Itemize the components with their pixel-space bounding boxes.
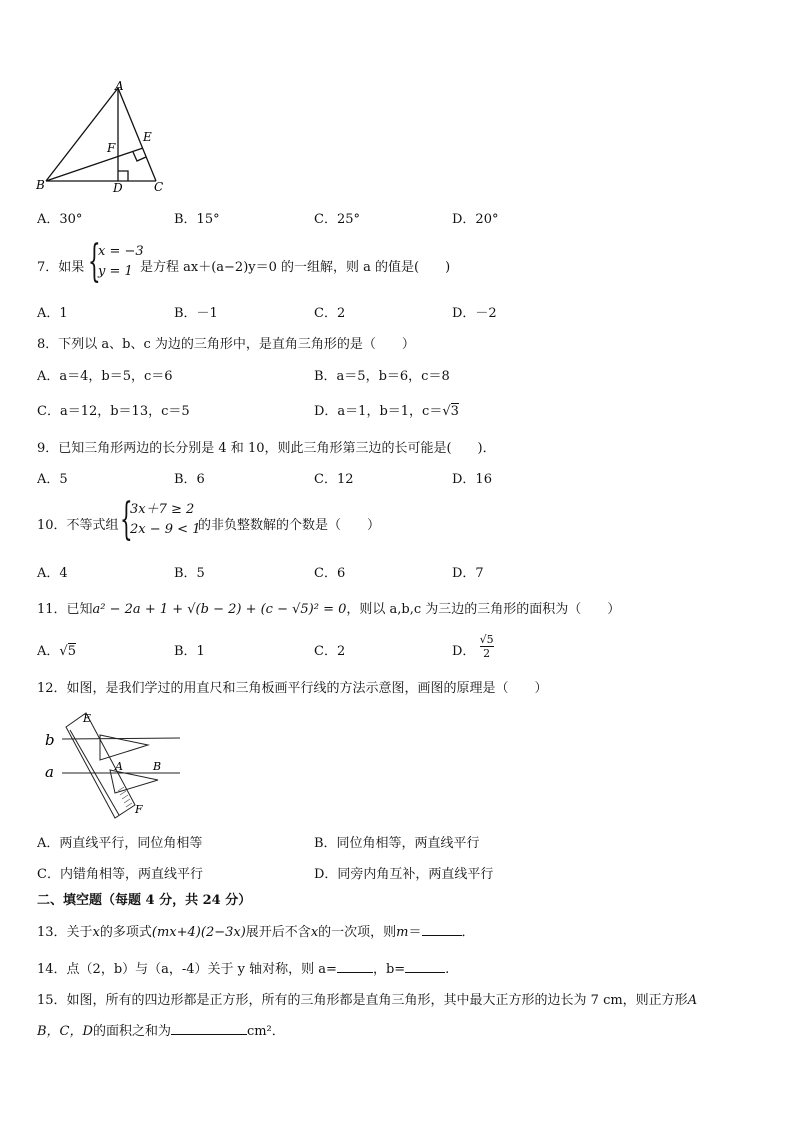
q10-option-b[interactable]: B．5 bbox=[174, 566, 205, 581]
q15-line2 bbox=[37, 1020, 285, 1039]
q6-option-a[interactable]: A．30° bbox=[37, 212, 83, 227]
q12-stem: 12．如图，是我们学过的用直尺和三角板画平行线的方法示意图，画图的原理是（ ） bbox=[37, 681, 548, 696]
q12-option-d[interactable]: D．同旁内角互补，两直线平行 bbox=[314, 867, 494, 882]
q7-brace: { bbox=[88, 236, 101, 287]
q15-vars-bcd: B，C，D bbox=[37, 1024, 93, 1039]
q13-mid3: 的一次项，则 bbox=[318, 925, 397, 940]
q15-text1: 15．如图，所有的四边形都是正方形，所有的三角形都是直角三角形，其中最大正方形的边长为 7 cm，则正方形 bbox=[37, 993, 688, 1008]
q13-answer-blank[interactable] bbox=[422, 935, 462, 936]
label-F: F bbox=[135, 803, 143, 816]
q14-blank-a[interactable] bbox=[337, 972, 373, 973]
q11-option-d[interactable] bbox=[452, 633, 494, 660]
q6-option-d[interactable]: D．20° bbox=[452, 212, 499, 227]
q9-option-a[interactable]: A．5 bbox=[37, 472, 68, 487]
q12-option-b[interactable]: B．同位角相等，两直线平行 bbox=[314, 836, 480, 851]
q7-system-line2: y = 1 bbox=[98, 264, 133, 279]
q7-option-d[interactable]: D．－2 bbox=[452, 306, 497, 321]
q14-blank-b[interactable] bbox=[405, 972, 445, 973]
q9-option-b[interactable]: B．6 bbox=[174, 472, 205, 487]
q11-expression: a² − 2a + 1 + √(b − 2) + (c − √5)² = 0 bbox=[92, 602, 347, 617]
q8-option-d-root: 3 bbox=[450, 404, 459, 419]
q6-option-b[interactable]: B．15° bbox=[174, 212, 220, 227]
q8-option-b[interactable]: B．a＝5，b＝6，c＝8 bbox=[314, 369, 450, 384]
q8-option-c[interactable]: C．a＝12，b＝13，c＝5 bbox=[37, 404, 190, 419]
q11-option-d-fraction bbox=[480, 633, 494, 660]
q10-suffix: 的非负整数解的个数是（ ） bbox=[198, 518, 381, 533]
q13-prefix: 13．关于 bbox=[37, 925, 93, 940]
q10-prefix: 10．不等式组 bbox=[37, 518, 119, 533]
q13-eq: ＝ bbox=[408, 925, 422, 940]
q15-var-a: A bbox=[687, 993, 698, 1008]
q10-system bbox=[130, 500, 200, 540]
q11-option-a-root: 5 bbox=[67, 644, 76, 659]
q10-system-line1: 3x＋7 ≥ 2 bbox=[130, 502, 195, 517]
q10-option-d[interactable]: D．7 bbox=[452, 566, 484, 581]
label-A: A bbox=[115, 79, 124, 93]
label-B: B bbox=[153, 760, 162, 773]
q15-mid: 的面积之和为 bbox=[92, 1024, 171, 1039]
q13-mid: 的多项式 bbox=[99, 925, 152, 940]
q8-option-d[interactable] bbox=[314, 400, 459, 419]
label-a: a bbox=[45, 763, 54, 781]
q13-var-x: x bbox=[92, 925, 100, 940]
q14-text2: ，b= bbox=[372, 962, 406, 977]
q14-end: . bbox=[445, 962, 450, 977]
q8-option-d-text: D．a＝1，b＝1，c＝ bbox=[314, 404, 443, 419]
q7-system bbox=[98, 242, 144, 282]
q13-var-x2: x bbox=[310, 925, 319, 940]
label-C: C bbox=[154, 180, 164, 194]
label-b: b bbox=[45, 731, 55, 749]
q11-option-d-text: D． bbox=[452, 644, 476, 659]
q13-expression: (mx+4)(2−3x) bbox=[151, 925, 246, 940]
q8-option-a[interactable]: A．a＝4，b＝5，c＝6 bbox=[37, 369, 173, 384]
q11-option-a-text: A． bbox=[37, 644, 60, 659]
q12-option-a[interactable]: A．两直线平行，同位角相等 bbox=[37, 836, 203, 851]
q9-option-c[interactable]: C．12 bbox=[314, 472, 354, 487]
q11-option-d-den: 2 bbox=[483, 647, 491, 660]
label-F: F bbox=[107, 141, 116, 155]
q10-system-line2: 2x − 9 < 1 bbox=[130, 522, 201, 537]
ruler-triangle-figure bbox=[40, 705, 190, 820]
q11-option-a[interactable] bbox=[37, 640, 76, 659]
q15-line1 bbox=[37, 989, 697, 1008]
label-E: E bbox=[83, 712, 92, 725]
triangle-figure bbox=[30, 78, 180, 198]
q10-option-a[interactable]: A．4 bbox=[37, 566, 68, 581]
q9-stem: 9．已知三角形两边的长分别是 4 和 10，则此三角形第三边的长可能是( )． bbox=[37, 441, 496, 456]
q7-option-b[interactable]: B．－1 bbox=[174, 306, 218, 321]
q7-suffix: 是方程 ax＋(a−2)y＝0 的一组解，则 a 的值是( ) bbox=[140, 260, 451, 275]
q11-prefix: 11．已知 bbox=[37, 602, 93, 617]
q7-system-line1: x = −3 bbox=[98, 244, 144, 259]
q7-option-c[interactable]: C．2 bbox=[314, 306, 346, 321]
q11-option-c[interactable]: C．2 bbox=[314, 644, 346, 659]
q6-option-c[interactable]: C．25° bbox=[314, 212, 360, 227]
label-D: D bbox=[113, 181, 123, 195]
q14-line bbox=[37, 958, 449, 977]
q10-option-c[interactable]: C．6 bbox=[314, 566, 346, 581]
section-heading: 二、填空题（每题 4 分，共 24 分） bbox=[37, 893, 252, 908]
q11-option-d-num: √5 bbox=[479, 633, 494, 646]
q15-answer-blank[interactable] bbox=[171, 1034, 247, 1035]
q13-end: ． bbox=[461, 925, 475, 940]
q9-option-d[interactable]: D．16 bbox=[452, 472, 492, 487]
q10-brace: { bbox=[120, 494, 133, 545]
sqrt-icon: √ bbox=[442, 404, 451, 419]
label-E: E bbox=[143, 130, 152, 144]
q11-option-b[interactable]: B．1 bbox=[174, 644, 205, 659]
q13-line bbox=[37, 921, 475, 940]
q7-option-a[interactable]: A．1 bbox=[37, 306, 68, 321]
label-B: B bbox=[36, 178, 45, 192]
q8-stem: 8．下列以 a、b、c 为边的三角形中，是直角三角形的是（ ） bbox=[37, 337, 415, 352]
q13-var-m: m bbox=[396, 925, 409, 940]
q11-suffix: ，则以 a,b,c 为三边的三角形的面积为（ ） bbox=[346, 602, 621, 617]
q7-prefix: 7．如果 bbox=[37, 260, 85, 275]
q12-option-c[interactable]: C．内错角相等，两直线平行 bbox=[37, 867, 203, 882]
label-A: A bbox=[115, 760, 123, 773]
q13-mid2: 展开后不含 bbox=[245, 925, 311, 940]
q14-text1: 14．点（2，b）与（a，-4）关于 y 轴对称，则 a= bbox=[37, 962, 337, 977]
q11-line bbox=[37, 598, 620, 617]
q15-unit: cm²． bbox=[246, 1024, 285, 1039]
sqrt-icon: √ bbox=[59, 644, 68, 659]
